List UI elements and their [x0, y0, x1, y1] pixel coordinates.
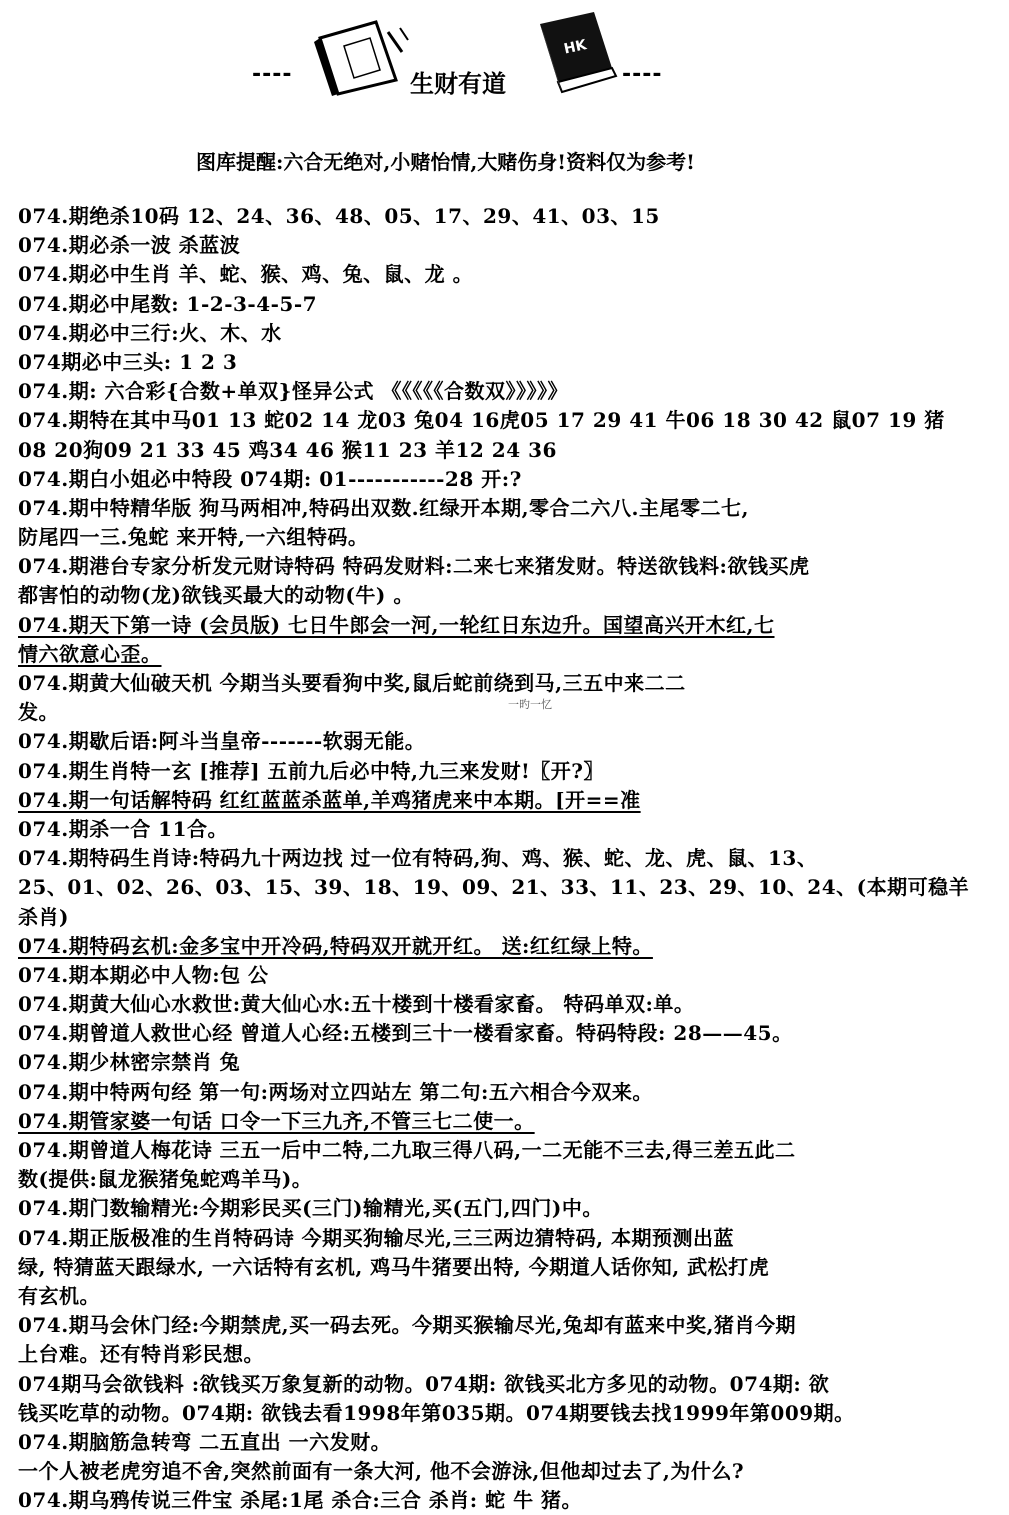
list-item: 074.期曾道人救世心经 曾道人心经:五楼到三十一楼看家畜。特码特段: 28——45。	[18, 1021, 793, 1046]
book-icon	[532, 10, 620, 94]
page-title: 生财有道	[410, 69, 506, 98]
list-item: 074.期管家婆一句话 口令一下三九齐,不管三七二使一。	[18, 1108, 535, 1133]
list-item: 有玄机。	[18, 1283, 100, 1308]
prediction-list	[18, 202, 994, 1515]
list-item: 发。	[18, 700, 59, 725]
list-item: 都害怕的动物(龙)欲钱买最大的动物(牛) 。	[18, 583, 414, 608]
list-item: 074.期马会休门经:今期禁虎,买一码去死。今期买猴输尽光,兔却有蓝来中奖,猪肖今期	[18, 1313, 796, 1338]
list-item: 074.期必中生肖 羊、蛇、猴、鸡、兔、鼠、龙 。	[18, 262, 474, 287]
list-item: 一个人被老虎穷追不舍,突然前面有一条大河, 他不会游泳,但他却过去了,为什么?	[18, 1459, 745, 1484]
list-item: 074.期必杀一波 杀蓝波	[18, 233, 241, 258]
list-item: 074.期中特两句经 第一句:两场对立四站左 第二句:五六相合今双来。	[18, 1079, 653, 1104]
list-item: 杀肖)	[18, 904, 69, 929]
list-item: 074.期曾道人梅花诗 三五一后中二特,二九取三得八码,一二无能不三去,得三差五此二	[18, 1138, 796, 1162]
list-item: 绿, 特猜蓝天跟绿水, 一六话特有玄机, 鸡马牛猪要出特, 今期道人话你知, 武松打虎	[18, 1254, 770, 1279]
list-item: 08 20狗09 21 33 45 鸡34 46 猴11 23 羊12 24 36	[18, 437, 557, 462]
list-item: 074.期少林密宗禁肖 兔	[18, 1050, 241, 1075]
list-item: 钱买吃草的动物。074期: 欲钱去看1998年第035期。074期要钱去找1999年第009期。	[18, 1400, 855, 1425]
list-item: 074.期杀一合 11合。	[18, 816, 229, 841]
list-item: 25、01、02、26、03、15、39、18、19、09、21、33、11、23、29、10、24、(本期可稳羊	[18, 875, 970, 900]
list-item: 074期马会欲钱料 :欲钱买万象复新的动物。074期: 欲钱买北方多见的动物。074期: 欲	[18, 1371, 830, 1396]
notice-text: 图库提醒:六合无绝对,小赌怡情,大赌伤身!资料仅为参考!	[196, 150, 695, 174]
list-item: 074.期生肖特一玄 [推荐] 五前九后必中特,九三来发财!〖开?〗	[18, 758, 605, 783]
list-item: 数(提供:鼠龙猴猪兔蛇鸡羊马)。	[18, 1167, 313, 1192]
list-item: 074.期本期必中人物:包 公	[18, 962, 269, 987]
title-dash-right: ----	[622, 62, 663, 87]
list-item: 074.期门数输精光:今期彩民买(三门)输精光,买(五门,四门)中。	[18, 1196, 603, 1221]
book-label: HK	[562, 37, 588, 58]
list-item: 074.期正版极准的生肖特码诗 今期买狗输尽光,三三两边猜特码, 本期预测出蓝	[18, 1225, 735, 1250]
list-item: 074.期必中尾数: 1-2-3-4-5-7	[18, 291, 318, 316]
list-item: 074.期白小姐必中特段 074期: 01-----------28 开:?	[18, 466, 522, 491]
list-item: 074.期歇后语:阿斗当皇帝-------软弱无能。	[18, 729, 426, 754]
list-item: 防尾四一三.兔蛇 来开特,一六组特码。	[18, 525, 369, 550]
list-item: 074.期一句话解特码 红红蓝蓝杀蓝单,羊鸡猪虎来中本期。[开==准	[18, 787, 641, 812]
list-item: 074.期: 六合彩{合数+单双}怪异公式 《《《《《合数双》》》》》	[18, 379, 568, 404]
list-item: 074.期黄大仙破天机 今期当头要看狗中奖,鼠后蛇前绕到马,三五中来二二	[18, 671, 686, 695]
list-item: 074.期乌鸦传说三件宝 杀尾:1尾 杀合:三合 杀肖: 蛇 牛 猪。	[18, 1488, 583, 1513]
list-item: 074.期特码玄机:金多宝中开冷码,特码双开就开红。 送:红红绿上特。	[18, 933, 653, 958]
list-item: 074.期港台专家分析发元财诗特码 特码发财料:二来七来猪发财。特送欲钱料:欲钱买虎	[18, 554, 810, 579]
notebook-icon	[314, 18, 410, 96]
list-item: 074.期特在其中马01 13 蛇02 14 龙03 兔04 16虎05 17 29 41 牛06 18 30 42 鼠07 19 猪	[18, 408, 945, 433]
list-item: 074.期脑筋急转弯 二五直出 一六发财。	[18, 1429, 392, 1454]
title-dash-left: ----	[252, 62, 293, 87]
list-item: 情六欲意心歪。	[18, 641, 162, 666]
scan-noise-text: 一旳一忆	[508, 698, 552, 711]
list-item: 074.期黄大仙心水救世:黄大仙心水:五十楼到十楼看家畜。 特码单双:单。	[18, 992, 695, 1017]
list-item: 074期必中三头: 1 2 3	[18, 349, 238, 374]
list-item: 074.期中特精华版 狗马两相冲,特码出双数.红绿开本期,零合二六八.主尾零二七,	[18, 495, 749, 520]
list-item: 074.期特码生肖诗:特码九十两边找 过一位有特码,狗、鸡、猴、蛇、龙、虎、鼠、13、	[18, 846, 818, 871]
list-item: 074.期必中三行:火、木、水	[18, 320, 282, 345]
list-item: 上台难。还有特肖彩民想。	[18, 1342, 264, 1367]
header	[0, 0, 1009, 120]
list-item: 074.期天下第一诗 (会员版) 七日牛郎会一河,一轮红日东边升。国望高兴开木红,七	[18, 612, 775, 637]
list-item: 074.期绝杀10码 12、24、36、48、05、17、29、41、03、15	[18, 204, 660, 228]
